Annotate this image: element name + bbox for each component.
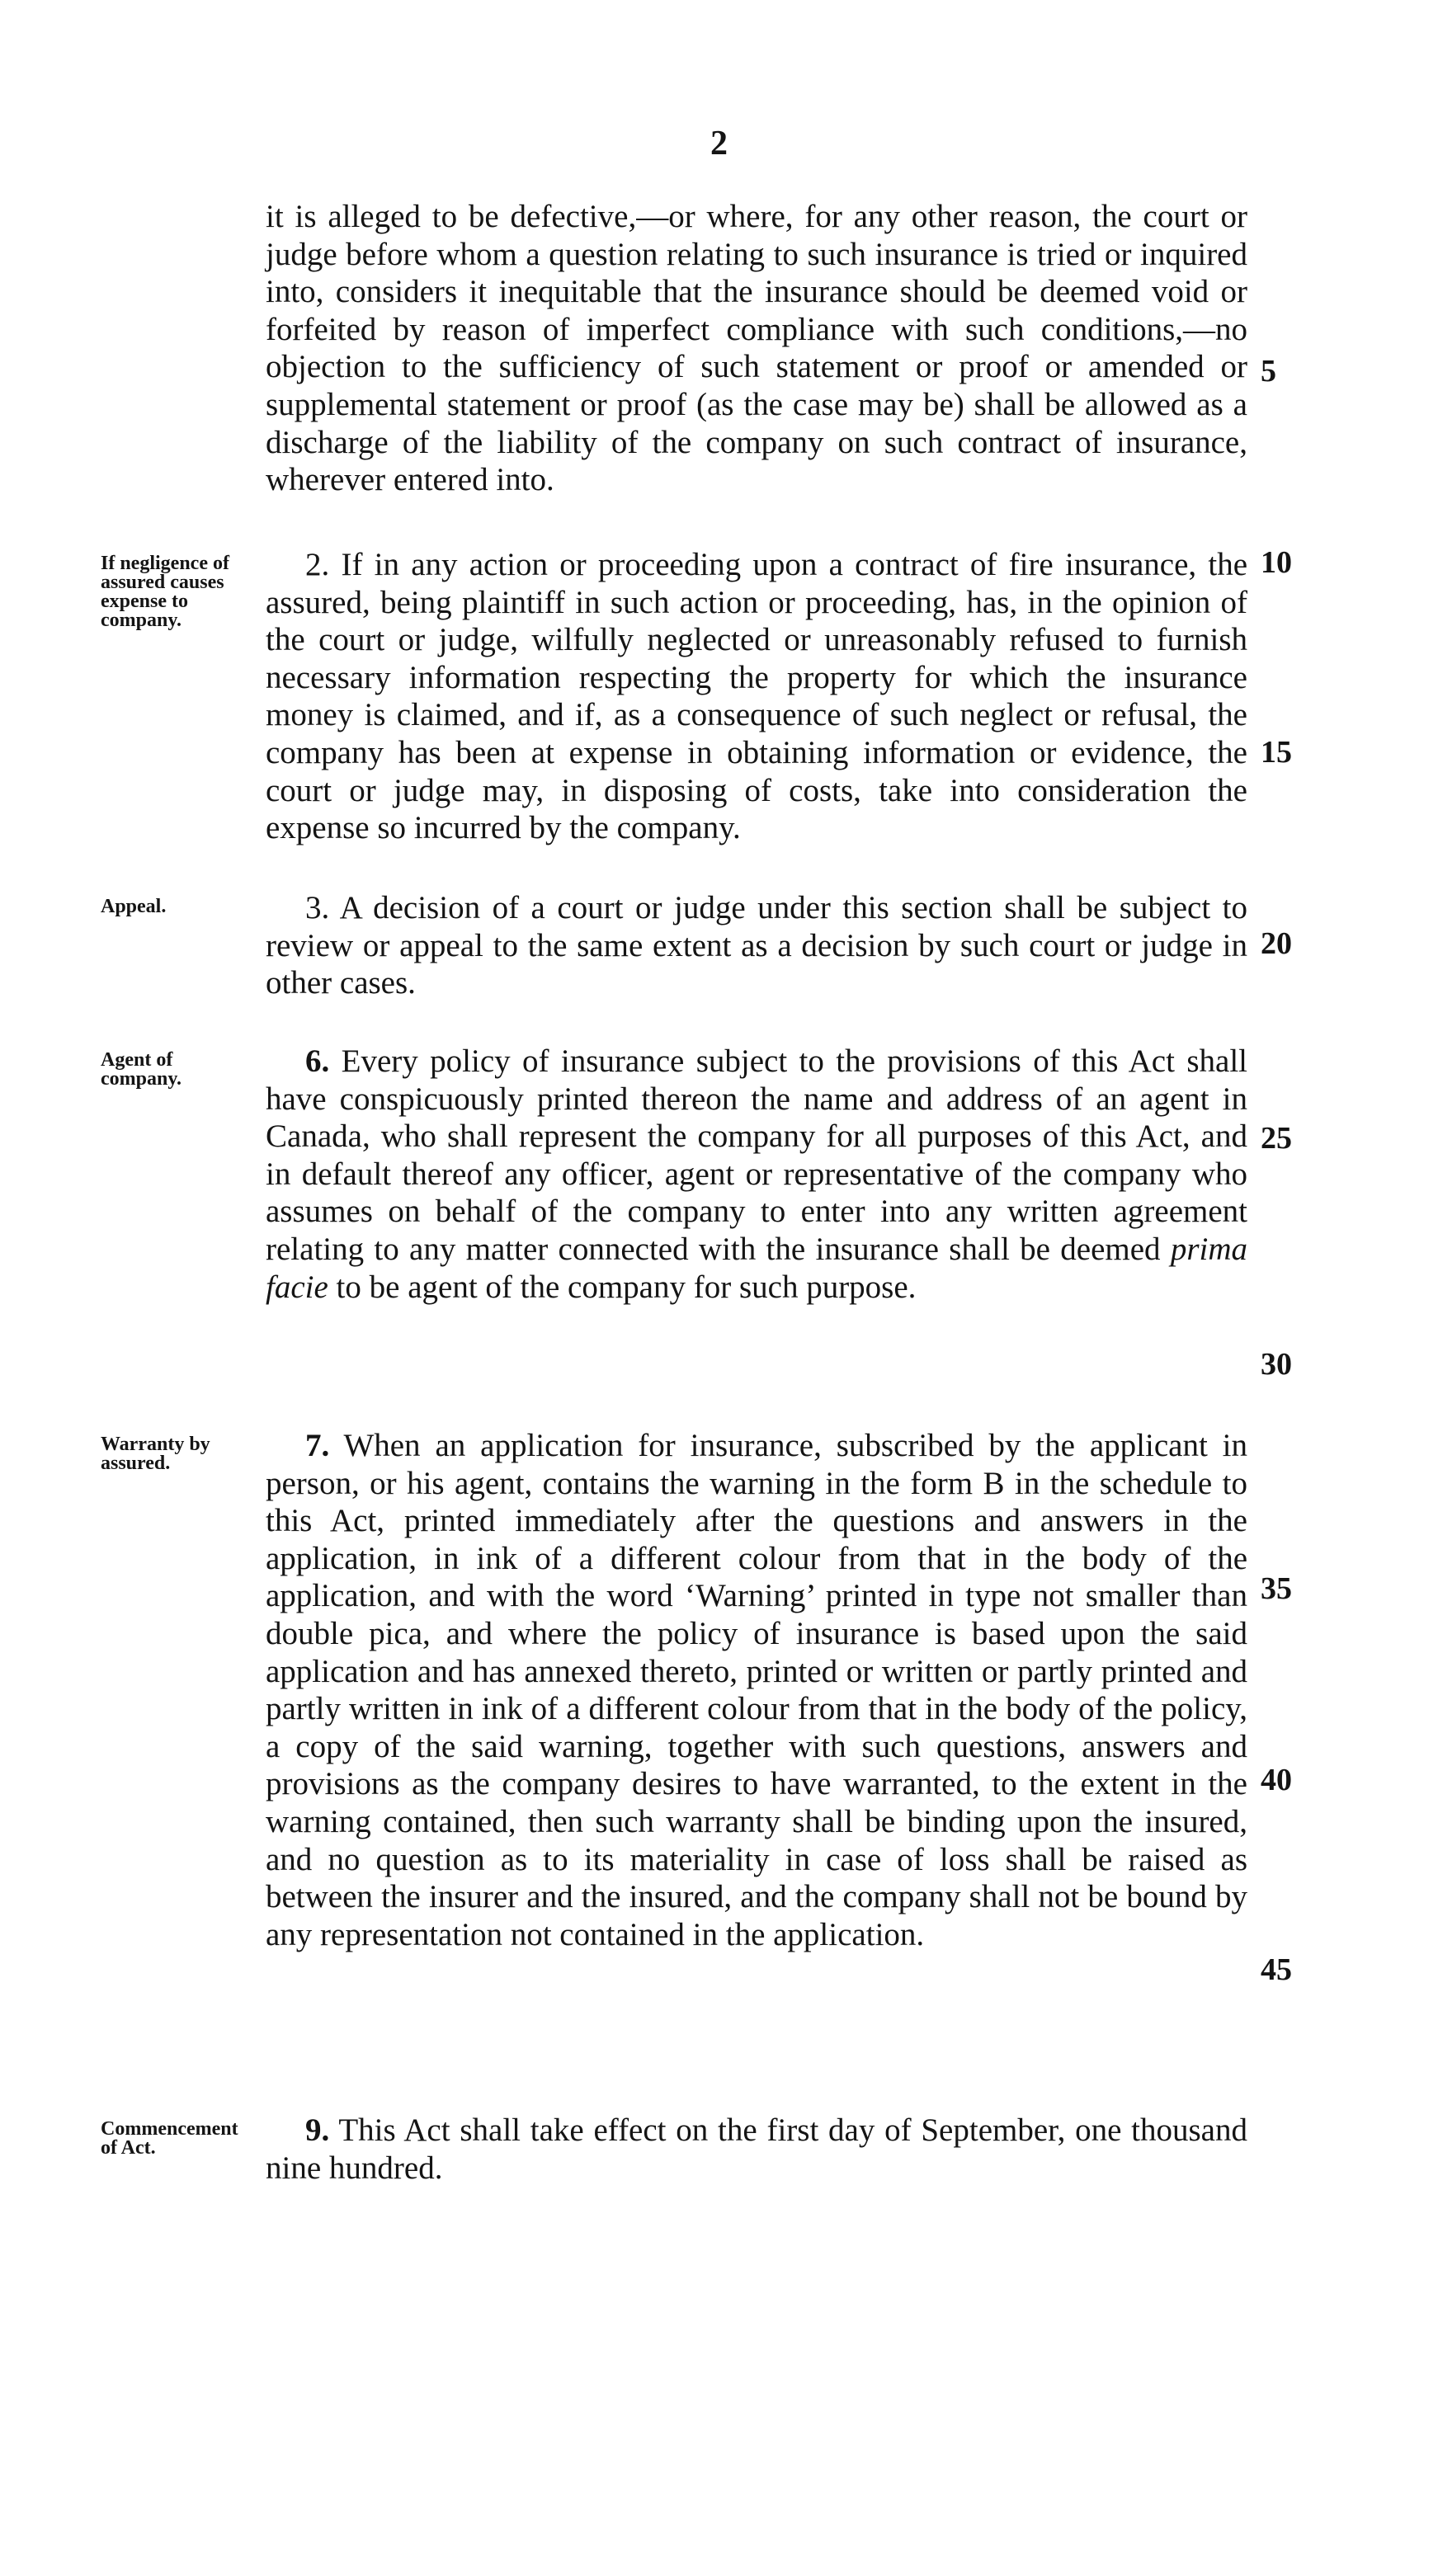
section-6-number: 6. [305,1043,330,1079]
section-6-text [266,1043,1247,1306]
paragraph-continuation [266,198,1247,499]
line-number-20: 20 [1261,926,1292,961]
section-7-body: When an application for insurance, subscribed by the applicant in person, or his agent, contains the warning in the form B in the schedule to this Act, printed immediately after the questions and answers in the application, in ink of a different colour from that in the body of the application, and with the word ‘Warning’ printed in type not smaller than double pica, and where the policy of insurance is based upon the said application and has annexed thereto, printed or written or partly printed and partly written in ink of a different colour from that in the body of the policy, a copy of the said warning, together with such questions, answers and provisions as the company desires to have warranted, to the extent in the warning contained, then such warranty shall be binding upon the insured, and no question as to its materiality in case of loss shall be raised as between the insurer and the insured, and the company shall not be bound by any representation not contained in the application. [266,1428,1247,1952]
line-number-5: 5 [1261,354,1276,389]
line-number-35: 35 [1261,1571,1292,1606]
margin-note-commencement: Commencement of Act. [101,2118,238,2159]
margin-note-agent: Agent of company. [101,1049,182,1090]
margin-note-warranty: Warranty by assured. [101,1434,210,1474]
page-number: 2 [710,125,728,162]
section-7 [266,1427,1247,1953]
section-9 [266,2112,1247,2187]
subsection-3-text: 3. A decision of a court or judge under this section shall be subject to review or appeal to the same extent as a decision by such court or judge in other cases. [266,890,1247,1001]
section-9-number: 9. [305,2112,330,2148]
subsection-2-text: 2. If in any action or proceeding upon a contract of fire insurance, the assured, being plaintiff in such action or proceeding, has, in the opinion of the court or judge, wilfully neglected or unreasonably refused to furnish necessary information respecting the property for which the insurance money is claimed, and if, as a consequence of such neglect or refusal, the company has been at expense in obtaining information or evidence, the court or judge may, in disposing of costs, take into consideration the expense so incurred by the company. [266,547,1247,846]
line-number-10: 10 [1261,545,1292,580]
margin-note-negligence: If negligence of assured causes expense to company. [101,553,229,631]
section-7-text [266,1427,1247,1953]
line-number-45: 45 [1261,1952,1292,1987]
section-7-number: 7. [305,1428,330,1463]
section-6-end: to be agent of the company for such purpose. [328,1269,917,1305]
line-number-25: 25 [1261,1121,1292,1156]
section-9-text [266,2112,1247,2187]
section-9-body: This Act shall take effect on the first day of September, one thousand nine hundred. [266,2112,1247,2186]
line-number-15: 15 [1261,735,1292,770]
section-6-body: Every policy of insurance subject to the provisions of this Act shall have conspicuously printed thereon the name and address of an agent in Canada, who shall represent the company for all purposes of this Act, and in default thereof any officer, agent or representative of the company who assumes on behalf of the company to enter into any written agreement relating to any matter connected with the insurance shall be deemed [266,1043,1247,1267]
subsection-2 [266,546,1247,847]
paragraph-text: it is alleged to be defective,—or where, for any other reason, the court or judge before whom a question relating to such insurance is tried or inquired into, considers it inequitable that the insurance should be deemed void or forfeited by reason of imperfect compliance with such conditions,—no objection to the sufficiency of such statement or proof or amended or supplemental statement or proof (as the case may be) shall be allowed as a discharge of the liability of the company on such contract of insurance, wherever entered into. [266,199,1247,498]
margin-note-appeal: Appeal. [101,896,167,917]
line-number-30: 30 [1261,1347,1292,1382]
section-6 [266,1043,1247,1306]
section-6-italic: prima facie [266,1231,1247,1305]
line-number-40: 40 [1261,1763,1292,1797]
subsection-3 [266,889,1247,1002]
